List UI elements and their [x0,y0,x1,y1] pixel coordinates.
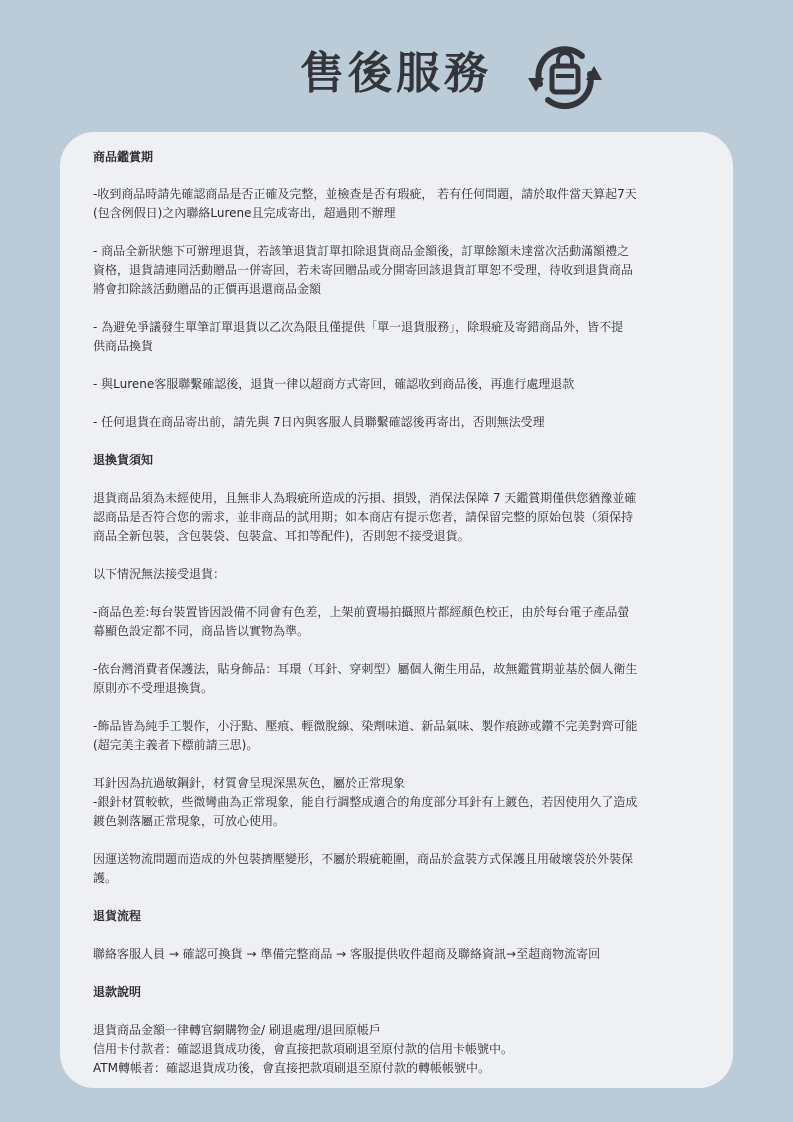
section-title-refund: 退款說明 [93,985,142,999]
process-paragraph: 聯絡客服人員 → 確認可換貨 → 準備完整商品 → 客服提供收件超商及聯絡資訊→至超商物流寄回 [93,947,601,961]
terms-content [93,148,701,1078]
notice-paragraph-6: 耳針因為抗過敏鋼針，材質會呈現深黑灰色，屬於正常現象 -銀針材質較軟，些微彎曲為正常現象，能自行調整成適合的角度部分耳針有上鍍色，若因使用久了造成 鍍色剝落屬正常現象，可放心使用。 [93,776,638,828]
notice-paragraph-1: 退貨商品須為未經使用，且無非人為瑕疵所造成的污損、損毀，消保法保障 7 天鑑賞期僅供您猶豫並確 認商品是否符合您的需求，並非商品的試用期；如本商店有提示您者，請保留完整的原始包裝（須保持 商品全新包裝，含包裝袋、包裝盒、耳扣等配件)，否則恕不接受退貨。 [93,491,637,543]
page-title: 售後服務 [300,48,492,99]
appreciation-paragraph-1: -收到商品時請先確認商品是否正確及完整，並檢查是否有瑕疵， 若有任何問題，請於取件當天算起7天 (包含例假日)之內聯絡Lurene且完成寄出，超過則不辦理 [93,187,637,220]
appreciation-paragraph-4: - 與Lurene客服聯繫確認後，退貨一律以超商方式寄回，確認收到商品後，再進行處理退款 [93,377,575,391]
notice-paragraph-3: -商品色差:每台裝置皆因設備不同會有色差，上架前賣場拍攝照片都經顏色校正，由於每台電子產品螢 幕顯色設定都不同，商品皆以實物為準。 [93,605,630,638]
appreciation-paragraph-5: - 任何退貨在商品寄出前，請先與 7日內與客服人員聯繫確認後再寄出，否則無法受理 [93,415,545,429]
section-title-process: 退貨流程 [93,909,142,923]
appreciation-paragraph-2: - 商品全新狀態下可辦理退貨，若該筆退貨訂單扣除退貨商品金額後，訂單餘額未達當次活動滿額禮之 資格，退貨請連同活動贈品一併寄回，若未寄回贈品或分開寄回該退貨訂單恕不受理，待收到退貨商品 將會扣除該活動贈品的正價再退還商品金額 [93,244,634,296]
section-title-appreciation: 商品鑑賞期 [93,150,154,164]
refund-paragraph: 退貨商品金額一律轉官網購物金/ 刷退處理/退回原帳戶 信用卡付款者：確認退貨成功後，會直接把款項刷退至原付款的信用卡帳號中。 ATM轉帳者：確認退貨成功後，會直接把款項刷退至原付款的轉帳帳號中。 [93,1023,514,1075]
notice-paragraph-5: -飾品皆為純手工製作，小汙點、壓痕、輕微脫線、染劑味道、新品氣味、製作痕跡或鑽不完美對齊可能 (超完美主義者下標前請三思)。 [93,719,638,752]
section-title-notice: 退換貨須知 [93,453,154,467]
notice-paragraph-7: 因運送物流問題而造成的外包裝擠壓變形，不屬於瑕疵範圍，商品於盒裝方式保護且用破壞袋於外裝保 護。 [93,852,634,885]
notice-paragraph-4: -依台灣消費者保護法，貼身飾品：耳環（耳針、穿刺型）屬個人衛生用品，故無鑑賞期並基於個人衛生 原則亦不受理退換貨。 [93,662,638,695]
page-header [0,38,793,118]
notice-paragraph-2: 以下情況無法接受退貨： [93,567,226,581]
refresh-bag-icon [522,38,608,118]
appreciation-paragraph-3: - 為避免爭議發生單筆訂單退貨以乙次為限且僅提供「單一退貨服務」，除瑕疵及寄錯商品外，皆不提 供商品換貨 [93,320,624,353]
